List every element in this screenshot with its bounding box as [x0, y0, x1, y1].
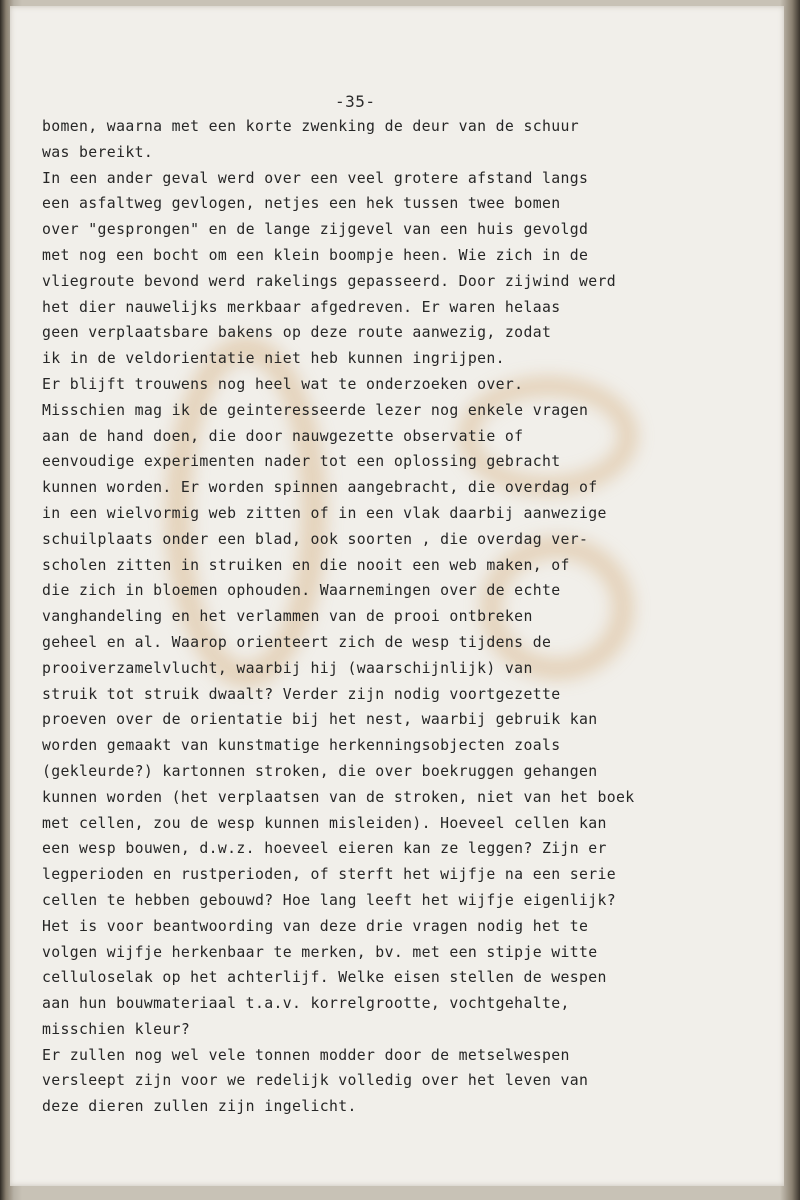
text-line: Misschien mag ik de geinteresseerde lezer nog enkele vragen	[42, 401, 589, 419]
text-line: misschien kleur?	[42, 1020, 191, 1038]
document-page	[10, 6, 784, 1186]
text-line: vanghandeling en het verlammen van de prooi ontbreken	[42, 608, 533, 626]
text-line: aan de hand doen, die door nauwgezette observatie of	[42, 427, 524, 445]
text-line: (gekleurde?) kartonnen stroken, die over boekruggen gehangen	[42, 762, 598, 780]
text-line: aan hun bouwmateriaal t.a.v. korrelgrootte, vochtgehalte,	[42, 995, 570, 1013]
text-line: eenvoudige experimenten nader tot een oplossing gebracht	[42, 453, 561, 471]
text-line: Er zullen nog wel vele tonnen modder door de metselwespen	[42, 1046, 570, 1064]
text-line: scholen zitten in struiken en die nooit een web maken, of	[42, 556, 570, 574]
text-line: versleept zijn voor we redelijk volledig over het leven van	[42, 1072, 589, 1090]
text-line: volgen wijfje herkenbaar te merken, bv. met een stipje witte	[42, 943, 598, 961]
text-line: in een wielvormig web zitten of in een vlak daarbij aanwezige	[42, 504, 607, 522]
text-line: legperioden en rustperioden, of sterft het wijfje na een serie	[42, 866, 617, 884]
text-line: proeven over de orientatie bij het nest, waarbij gebruik kan	[42, 711, 598, 729]
text-line: geheel en al. Waarop orienteert zich de wesp tijdens de	[42, 633, 552, 651]
text-line: kunnen worden. Er worden spinnen aangebracht, die overdag of	[42, 479, 598, 497]
text-line: geen verplaatsbare bakens op deze route aanwezig, zodat	[42, 324, 552, 342]
text-line: celluloselak op het achterlijf. Welke eisen stellen de wespen	[42, 969, 607, 987]
text-line: bomen, waarna met een korte zwenking de deur van de schuur	[42, 118, 579, 135]
text-line: die zich in bloemen ophouden. Waarnemingen over de echte	[42, 582, 561, 600]
text-line: schuilplaats onder een blad, ook soorten , die overdag ver-	[42, 530, 589, 548]
text-line: prooiverzamelvlucht, waarbij hij (waarschijnlijk) van	[42, 659, 533, 677]
text-line: vliegroute bevond werd rakelings gepasseerd. Door zijwind werd	[42, 272, 617, 290]
page-number: -35-	[335, 92, 376, 111]
text-line: struik tot struik dwaalt? Verder zijn nodig voortgezette	[42, 685, 561, 703]
text-line: een wesp bouwen, d.w.z. hoeveel eieren kan ze leggen? Zijn er	[42, 840, 607, 858]
text-line: deze dieren zullen zijn ingelicht.	[42, 1098, 357, 1116]
text-line: kunnen worden (het verplaatsen van de stroken, niet van het boek	[42, 788, 635, 806]
text-line: ik in de veldorientatie niet heb kunnen ingrijpen.	[42, 350, 505, 368]
text-line: cellen te hebben gebouwd? Hoe lang leeft het wijfje eigenlijk?	[42, 891, 617, 909]
body-text	[42, 114, 782, 1120]
text-line: over "gesprongen" en de lange zijgevel van een huis gevolgd	[42, 221, 589, 239]
text-line: een asfaltweg gevlogen, netjes een hek tussen twee bomen	[42, 195, 561, 213]
text-line: het dier nauwelijks merkbaar afgedreven. Er waren helaas	[42, 298, 561, 316]
text-line: Er blijft trouwens nog heel wat te onderzoeken over.	[42, 375, 524, 393]
text-line: met nog een bocht om een klein boompje heen. Wie zich in de	[42, 246, 589, 264]
text-line: Het is voor beantwoording van deze drie vragen nodig het te	[42, 917, 589, 935]
text-line: In een ander geval werd over een veel grotere afstand langs	[42, 169, 589, 187]
text-line: met cellen, zou de wesp kunnen misleiden). Hoeveel cellen kan	[42, 814, 607, 832]
text-line: was bereikt.	[42, 143, 154, 161]
text-line: worden gemaakt van kunstmatige herkenningsobjecten zoals	[42, 737, 561, 755]
